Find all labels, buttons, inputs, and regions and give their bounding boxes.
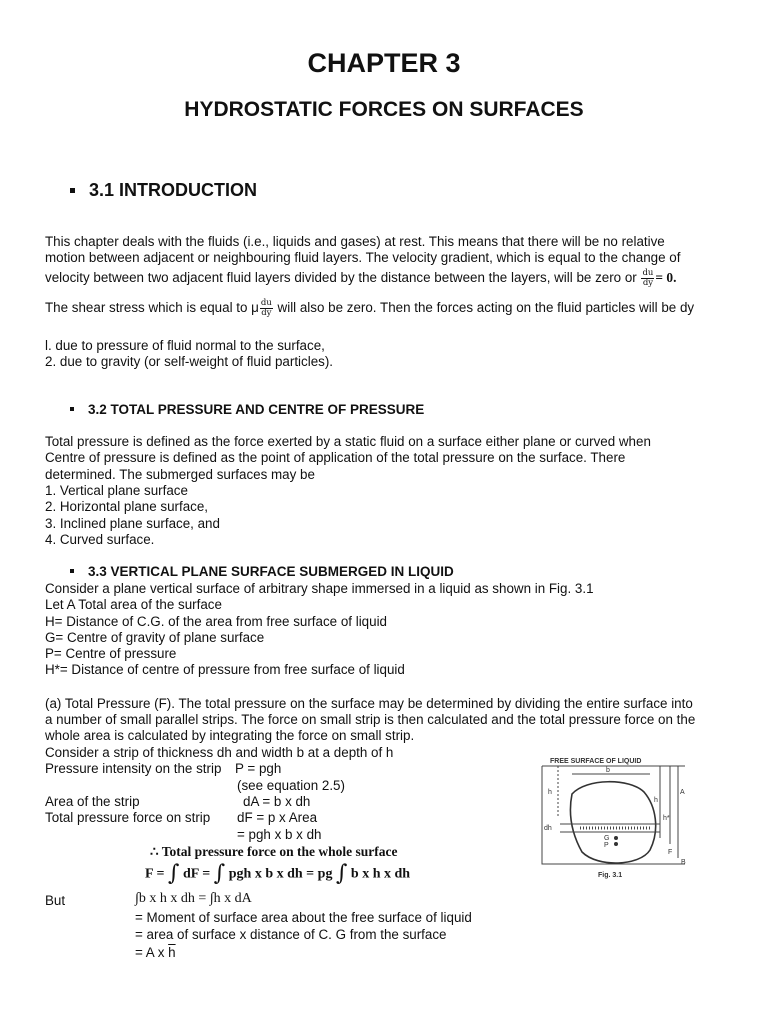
figure-caption: Fig. 3.1 xyxy=(598,872,623,879)
surface-list-item: 4. Curved surface. xyxy=(45,532,155,547)
intensity-label: Pressure intensity on the strip xyxy=(45,761,222,776)
section-3-1-heading: 3.1 INTRODUCTION xyxy=(70,180,257,201)
therefore-statement: ∴ Total pressure force on the whole surface xyxy=(150,844,398,859)
cg-point xyxy=(614,836,618,840)
fig-label-a: A xyxy=(680,789,685,796)
a-times-hbar: = A x $\overline{h}$ xyxy=(135,945,176,960)
but-label: But xyxy=(45,893,66,908)
figure-3-1 xyxy=(520,754,690,880)
sec33-line: Let A Total area of the surface xyxy=(45,597,222,612)
fig-label-hbar: h xyxy=(654,797,658,804)
sec33-line: G= Centre of gravity of plane surface xyxy=(45,630,265,645)
bullet-icon xyxy=(70,569,74,573)
fig-label-p: P xyxy=(604,842,609,849)
force-value-2: = pgh x b x dh xyxy=(237,827,322,842)
but-equation: ∫b x h x dh = ∫h x dA xyxy=(135,891,252,906)
force-label: Total pressure force on strip xyxy=(45,810,211,825)
du-dy-fraction: $\frac{du}{dy}$ xyxy=(642,268,654,288)
surface-list-item: 3. Inclined plane surface, and xyxy=(45,516,220,531)
total-pressure-line: (a) Total Pressure (F). The total pressure on the surface may be determined by dividing the entire surface into xyxy=(45,696,693,711)
fig-label-f: F xyxy=(668,849,673,856)
submerged-surface xyxy=(570,782,655,863)
area-distance-line: = area of surface x distance of C. G from the surface xyxy=(135,927,447,942)
intensity-value: P = pgh xyxy=(235,761,282,776)
total-force-equation: F = ∫ dF = ∫ pgh x b x dh = pg ∫ b x h x dh xyxy=(145,861,411,886)
sec33-line: P= Centre of pressure xyxy=(45,646,177,661)
fig-label-b: b xyxy=(606,767,610,774)
fig-label-hstar: h* xyxy=(663,815,670,822)
surface-list-item: 1. Vertical plane surface xyxy=(45,483,188,498)
intro-line-4: The shear stress which is equal to μ $\frac{du}{dy}$ will also be zero. Then the forces acting on the fluid particles will be dy xyxy=(45,298,695,318)
intro-line-2: motion between adjacent or neighbouring fluid layers. The velocity gradient, which is equal to the change of xyxy=(45,250,681,265)
total-pressure-line: Consider a strip of thickness dh and width b at a depth of h xyxy=(45,745,394,760)
fig-label-h: h xyxy=(548,789,552,796)
sec32-line: Total pressure is defined as the force exerted by a static fluid on a surface either plane or curved when xyxy=(45,434,651,449)
du-dy-fraction: $\frac{du}{dy}$ xyxy=(260,298,272,318)
free-surface-label: FREE SURFACE OF LIQUID xyxy=(550,758,642,765)
see-equation: (see equation 2.5) xyxy=(237,778,345,793)
moment-line: = Moment of surface area about the free surface of liquid xyxy=(135,910,472,925)
total-pressure-line: a number of small parallel strips. The force on small strip is then calculated and the total pressure force on the xyxy=(45,712,696,727)
force-value: dF = p x Area xyxy=(237,810,318,825)
area-label: Area of the strip xyxy=(45,794,140,809)
fig-label-g: G xyxy=(604,835,610,842)
area-value: dA = b x dh xyxy=(243,794,311,809)
bullet-icon xyxy=(70,407,74,411)
cp-point xyxy=(614,842,618,846)
sec33-line: H= Distance of C.G. of the area from free surface of liquid xyxy=(45,614,387,629)
section-3-3-heading: 3.3 VERTICAL PLANE SURFACE SUBMERGED IN LIQUID xyxy=(70,564,454,579)
section-3-2-heading: 3.2 TOTAL PRESSURE AND CENTRE OF PRESSURE xyxy=(70,402,424,417)
total-pressure-line: whole area is calculated by integrating the force on small strip. xyxy=(45,728,415,743)
fig-label-b-bottom: B xyxy=(681,859,686,866)
fig-label-dh: dh xyxy=(544,825,552,832)
integral-icon: ∫ xyxy=(168,861,180,886)
intro-line-1: This chapter deals with the fluids (i.e., liquids and gases) at rest. This means that there will be no relative xyxy=(45,234,665,249)
chapter-subtitle: HYDROSTATIC FORCES ON SURFACES xyxy=(184,98,584,121)
chapter-title: CHAPTER 3 xyxy=(307,48,461,78)
intro-line-3: velocity between two adjacent fluid layers divided by the distance between the layers, will be zero or $\frac{du}{dy}$ = 0. xyxy=(45,268,677,288)
sec33-line: H*= Distance of centre of pressure from free surface of liquid xyxy=(45,662,405,677)
sec33-line: Consider a plane vertical surface of arbitrary shape immersed in a liquid as shown in Fig. 3.1 xyxy=(45,581,594,596)
sec32-line: determined. The submerged surfaces may be xyxy=(45,467,315,482)
force-item-1: l. due to pressure of fluid normal to the surface, xyxy=(45,338,325,353)
surface-list-item: 2. Horizontal plane surface, xyxy=(45,499,209,514)
force-item-2: 2. due to gravity (or self-weight of fluid particles). xyxy=(45,354,334,369)
integral-icon: ∫ xyxy=(335,861,348,886)
bullet-icon xyxy=(70,188,75,193)
integral-icon: ∫ xyxy=(213,861,226,886)
sec32-line: Centre of pressure is defined as the point of application of the total pressure on the surface. There xyxy=(45,450,626,465)
